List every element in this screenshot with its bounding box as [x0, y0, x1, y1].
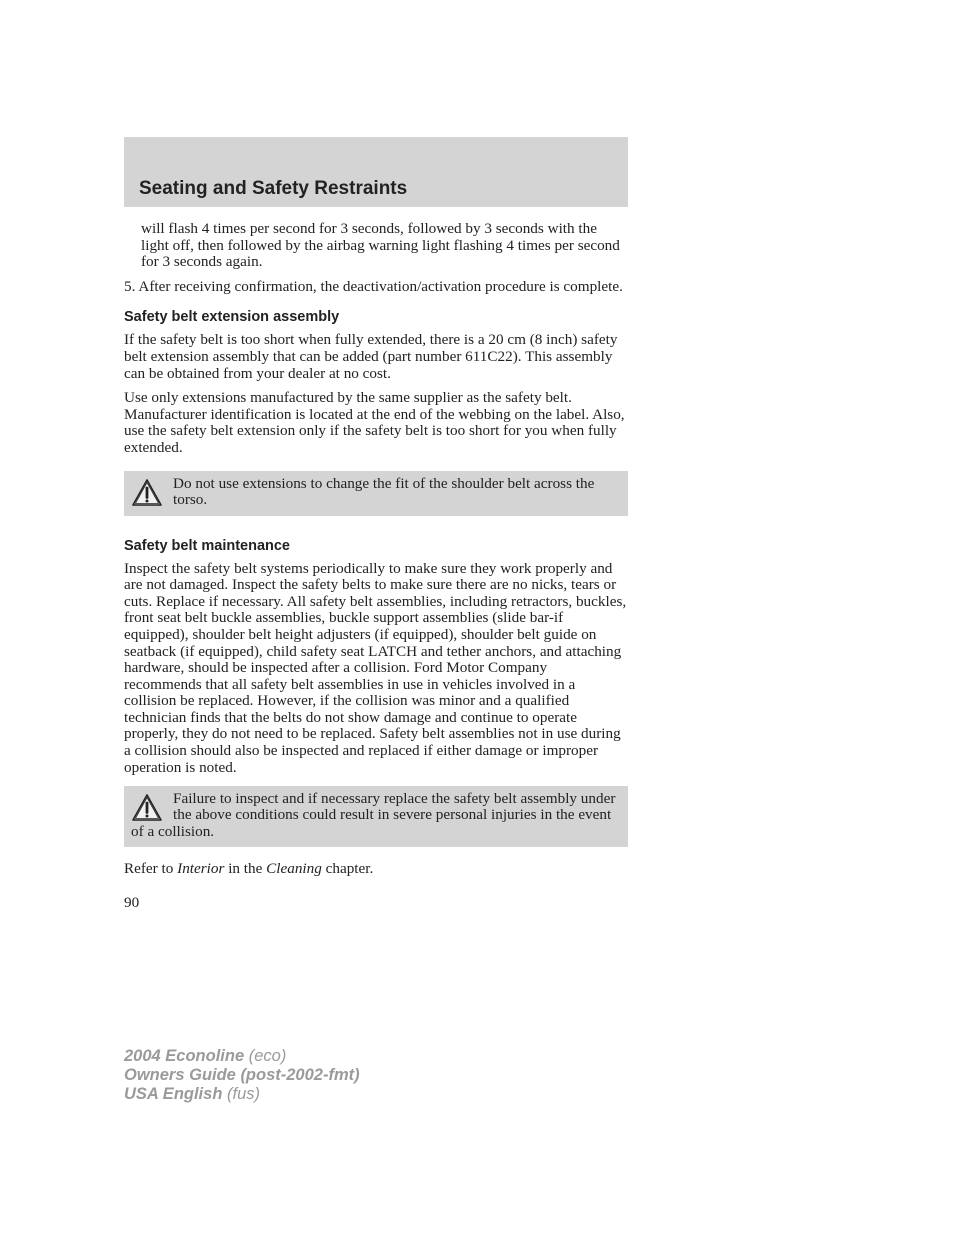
- step-5-text: 5. After receiving confirmation, the deactivation/activation procedure is complete.: [124, 277, 623, 295]
- document-footer: [124, 1047, 360, 1103]
- section-title: Seating and Safety Restraints: [139, 178, 408, 199]
- extension-paragraph-1: If the safety belt is too short when fully extended, there is a 20 cm (8 inch) safety belt extension assembly that can be added (part number 611C22). This assembly can be obtained from your dealer at no cost.: [124, 331, 618, 382]
- refer-suffix: chapter.: [321, 860, 374, 878]
- maintenance-warning-text: Failure to inspect and if necessary replace the safety belt assembly under the above conditions could result in severe personal injuries in the event of a collision.: [131, 790, 616, 840]
- footer-guide: Owners Guide (post-2002-fmt): [124, 1065, 360, 1084]
- warning-triangle-icon: [131, 793, 163, 823]
- footer-language-code: (fus): [222, 1084, 260, 1103]
- extension-warning-box: [124, 471, 628, 516]
- section-header-band: [124, 137, 628, 207]
- refer-cleaning-link: Cleaning: [266, 860, 322, 878]
- maintenance-heading: Safety belt maintenance: [124, 537, 290, 554]
- warning-triangle-icon: [131, 478, 163, 508]
- maintenance-paragraph: Inspect the safety belt systems periodically to make sure they work properly and are not damaged. Inspect the safety belts to make sure there are no nicks, tears or cuts. Replace if necessary. All safety belt assemblies, including retractors, buckles, front seat belt buckle assemblies, buckle support assemblies (slide bar-if equipped), shoulder belt height adjusters (if equipped), shoulder belt guide on seatback (if equipped), child safety seat LATCH and tether anchors, and attaching hardware, should be inspected after a collision. Ford Motor Company recommends that all safety belt assemblies in use in vehicles involved in a collision be replaced. However, if the collision was minor and a qualified technician finds that the belts do not show damage and continue to operate properly, they do not need to be replaced. Safety belt assemblies not in use during a collision should also be inspected and replaced if either damage or improper operation is noted.: [124, 559, 627, 776]
- footer-line-2: [124, 1066, 360, 1085]
- refer-middle: in the: [224, 860, 267, 878]
- refer-interior-link: Interior: [177, 860, 225, 878]
- maintenance-warning-box: [124, 786, 628, 847]
- footer-model-code: (eco): [244, 1047, 287, 1065]
- page-number: 90: [124, 893, 140, 911]
- extension-heading: Safety belt extension assembly: [124, 309, 340, 326]
- extension-warning-text: Do not use extensions to change the fit of the shoulder belt across the torso.: [173, 474, 595, 508]
- footer-model: 2004 Econoline: [124, 1047, 245, 1065]
- page-content: [124, 221, 628, 911]
- footer-language: USA English: [124, 1084, 223, 1103]
- footer-line-3: [124, 1085, 360, 1104]
- footer-line-1: [124, 1047, 360, 1066]
- refer-prefix: Refer to: [124, 860, 178, 878]
- extension-paragraph-2: Use only extensions manufactured by the same supplier as the safety belt. Manufacturer identification is located at the end of the webbing on the label. Also, use the safety belt extension only if the safety belt is too short for you when fully extended.: [124, 389, 625, 456]
- refer-text: [124, 861, 628, 878]
- intro-continued-text: will flash 4 times per second for 3 seconds, followed by 3 seconds with the light off, then followed by the airbag warning light flashing 4 times per second for 3 seconds again.: [141, 220, 620, 271]
